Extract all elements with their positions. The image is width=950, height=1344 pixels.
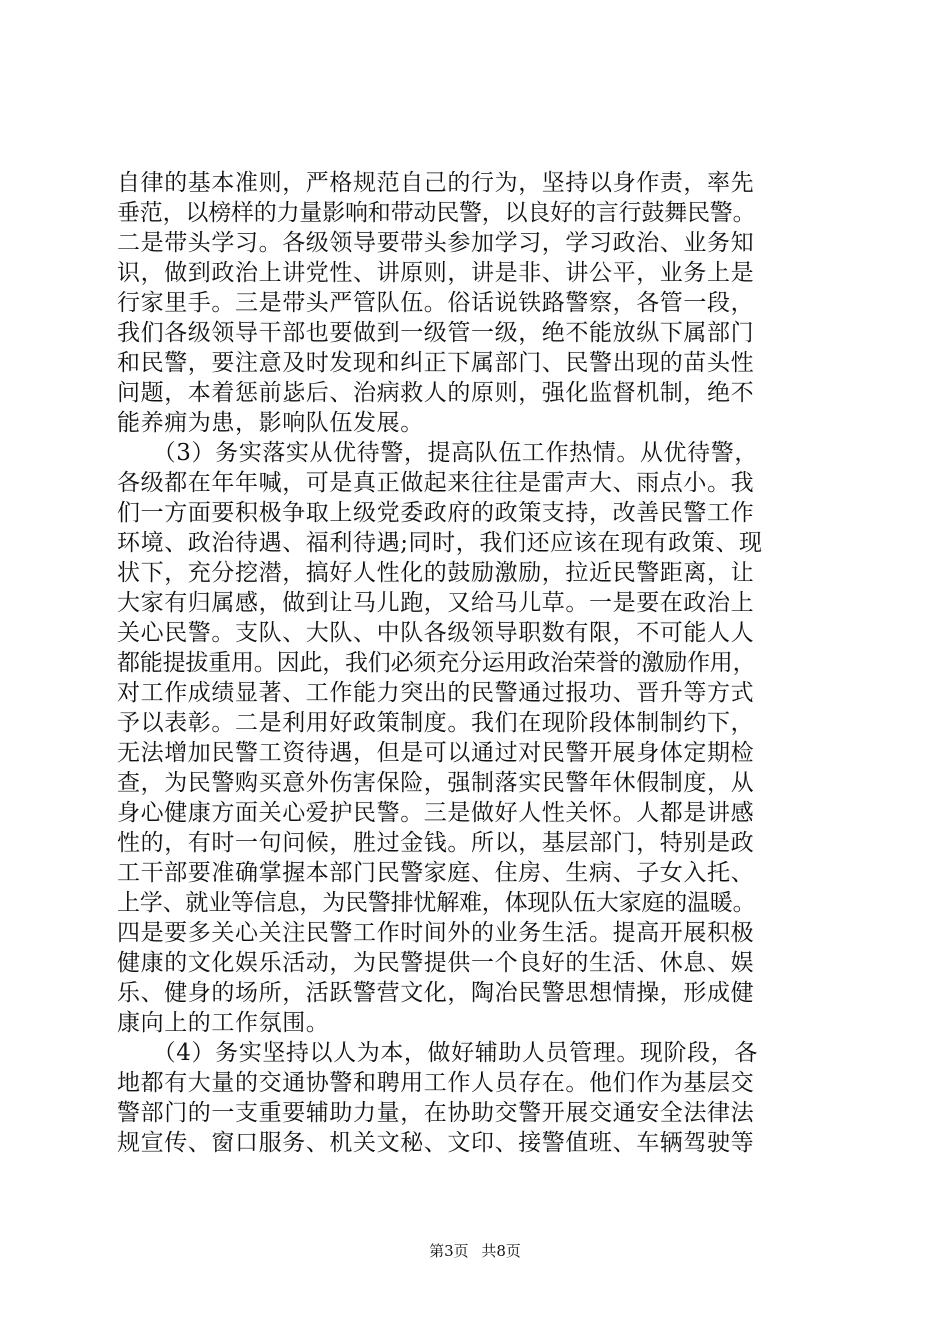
text-line: 我们各级领导干部也要做到一级管一级，绝不能放纵下属部门 xyxy=(117,320,755,346)
text-line: 们一方面要积极争取上级党委政府的政策支持，改善民警工作 xyxy=(117,500,755,526)
text-line: 垂范，以榜样的力量影响和带动民警，以良好的言行鼓舞民警。 xyxy=(117,200,756,226)
text-line: 无法增加民警工资待遇，但是可以通过对民警开展身体定期检 xyxy=(117,740,755,766)
text-line: 二是带头学习。各级领导要带头参加学习，学习政治、业务知 xyxy=(117,230,755,256)
text-line: 警部门的一支重要辅助力量，在协助交警开展交通安全法律法 xyxy=(117,1100,755,1126)
text-line: 性的，有时一句问候，胜过金钱。所以，基层部门，特别是政 xyxy=(117,830,755,856)
text-line: 乐、健身的场所，活跃警营文化，陶冶民警思想情操，形成健 xyxy=(117,980,755,1006)
text-line: 规宣传、窗口服务、机关文秘、文印、接警值班、车辆驾驶等 xyxy=(117,1130,755,1156)
text-line: 对工作成绩显著、工作能力突出的民警通过报功、晋升等方式 xyxy=(117,680,755,706)
text-line: 四是要多关心关注民警工作时间外的业务生活。提高开展积极 xyxy=(117,920,755,946)
text-line: 问题，本着惩前毖后、治病救人的原则，强化监督机制，绝不 xyxy=(117,380,755,406)
page-footer xyxy=(0,1241,950,1261)
total-pages: 共8页 xyxy=(481,1242,521,1260)
paragraph-start-line: （3）务实落实从优待警，提高队伍工作热情。从优待警， xyxy=(117,440,758,466)
text-line: 能养痈为患，影响队伍发展。 xyxy=(117,410,424,436)
text-line: 上学、就业等信息，为民警排忧解难，体现队伍大家庭的温暖。 xyxy=(117,890,756,916)
page-number: 第3页 xyxy=(429,1242,469,1260)
text-line: 和民警，要注意及时发现和纠正下属部门、民警出现的苗头性 xyxy=(117,350,755,376)
paragraph-start-line: （4）务实坚持以人为本，做好辅助人员管理。现阶段，各 xyxy=(117,1040,758,1066)
text-line: 工干部要准确掌握本部门民警家庭、住房、生病、子女入托、 xyxy=(117,860,755,886)
text-line: 识，做到政治上讲党性、讲原则，讲是非、讲公平，业务上是 xyxy=(117,260,755,286)
text-line: 行家里手。三是带头严管队伍。俗话说铁路警察，各管一段， xyxy=(117,290,755,316)
text-line: 地都有大量的交通协警和聘用工作人员存在。他们作为基层交 xyxy=(117,1070,755,1096)
text-line: 康向上的工作氛围。 xyxy=(117,1010,330,1036)
text-line: 健康的文化娱乐活动，为民警提供一个良好的生活、休息、娱 xyxy=(117,950,755,976)
text-line: 各级都在年年喊，可是真正做起来往往是雷声大、雨点小。我 xyxy=(117,470,755,496)
text-line: 都能提拔重用。因此，我们必须充分运用政治荣誉的激励作用， xyxy=(117,650,756,676)
text-line: 身心健康方面关心爱护民警。三是做好人性关怀。人都是讲感 xyxy=(117,800,755,826)
text-line: 环境、政治待遇、福利待遇;同时，我们还应该在现有政策、现 xyxy=(117,530,763,556)
text-line: 查，为民警购买意外伤害保险，强制落实民警年休假制度，从 xyxy=(117,770,755,796)
text-line: 予以表彰。二是利用好政策制度。我们在现阶段体制制约下， xyxy=(117,710,755,736)
text-line: 关心民警。支队、大队、中队各级领导职数有限，不可能人人 xyxy=(117,620,755,646)
text-line: 自律的基本准则，严格规范自己的行为，坚持以身作责，率先 xyxy=(117,170,755,196)
text-line: 状下，充分挖潜，搞好人性化的鼓励激励，拉近民警距离，让 xyxy=(117,560,755,586)
text-line: 大家有归属感，做到让马儿跑，又给马儿草。一是要在政治上 xyxy=(117,590,755,616)
body-text xyxy=(117,168,837,1158)
